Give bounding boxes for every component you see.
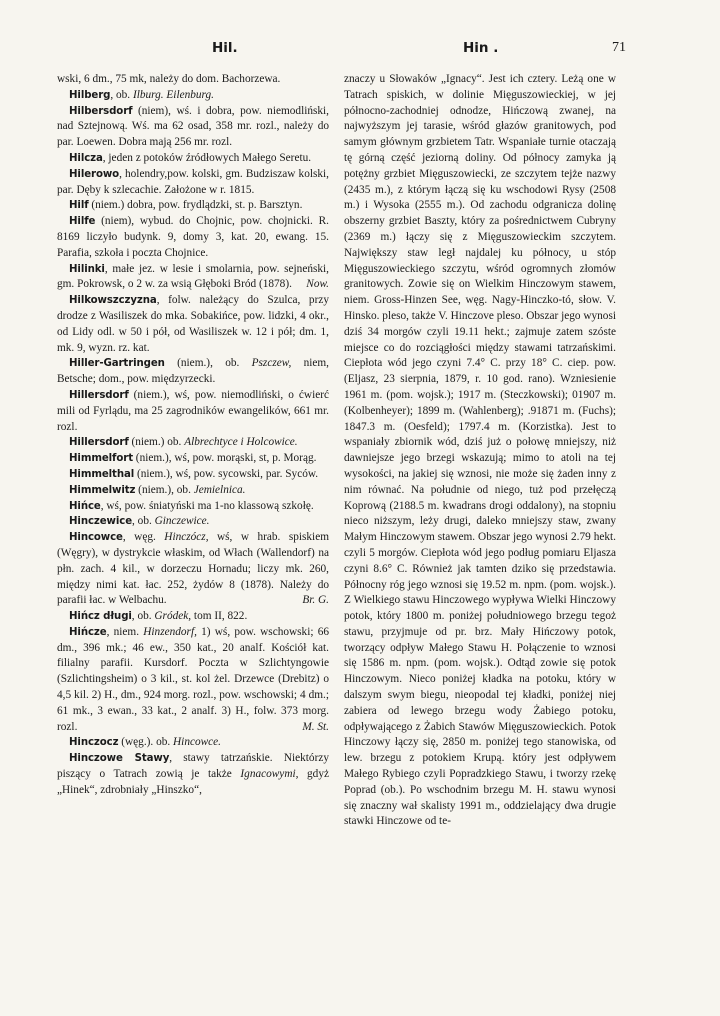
entry-text: (niem.), wś, pow. niemodliński, o ćwierć mili od Fyrlądu, ma 25 zagrodników ewangelików, 661 mr. rozl. [57, 388, 329, 433]
entry-text: wski, 6 dm., 75 mk, należy do dom. Bachorzewa. [57, 73, 281, 85]
entry-headword: Hinczowe Stawy [69, 753, 170, 765]
entry-headword: Himmelfort [69, 453, 133, 465]
entry-headword: Hilbersdorf [69, 105, 133, 117]
entry-reference: Ignacowymi, [240, 768, 299, 781]
entry-headword: Hilinki [69, 263, 105, 275]
dictionary-entry [57, 467, 329, 483]
entry-text: , ob. [132, 515, 155, 528]
entry-text: (niem.), wś, pow. morąski, st, p. Morąg. [132, 452, 317, 465]
entry-headword: Hillersdorf [69, 437, 129, 449]
entry-text: , małe jez. w lesie i smolarnia, pow. sejneński, gm. Pokrowsk, o 2 w. za wsią Głęboki Bród (1878). [57, 262, 329, 291]
dictionary-entry [57, 262, 329, 294]
entry-text-tail: wś, w hrab. spiskiem (Węgry), w dystrykcie właskim, od Włach (Wallendorf) na płn. zach. 4 kil., w dorzeczu Hornadu; liczy mk. 260, między nimi kat. łac. 252, żydów 8 (1878). Należy do parafii łac. w Welbachu. [57, 531, 329, 607]
entry-headword: Hiller-Gartringen [69, 358, 165, 370]
entry-text: (niem), wś. i dobra, pow. niemodliński, nad Sztejnową. Wś. ma 62 osad, 358 mr. rozl., należy do par. Loewen. Dobra mają 256 mr. rozl. [57, 104, 329, 149]
dictionary-entry [57, 104, 329, 151]
right-column [344, 72, 616, 830]
entry-text-tail: tom II, 822. [191, 610, 248, 623]
entry-reference: Ginczewice. [154, 515, 210, 528]
entry-reference: Pszczew, [251, 357, 292, 370]
dictionary-entry [57, 514, 329, 530]
entry-reference: Hincowce. [173, 736, 222, 749]
entry-headword: Hilerowo [69, 168, 120, 180]
entry-headword: Hilf [69, 200, 89, 212]
entry-headword: Hincowce [69, 532, 123, 544]
entry-headword: Himmelthal [69, 468, 135, 480]
entry-text: (niem.), wś, pow. sycowski, par. Syców. [134, 467, 319, 480]
entry-text: (niem), wybud. do Chojnic, pow. chojnicki. R. 8169 liczyło budynk. 9, domy 3, kat. 20, ewang. 15. Parafia, szkoła i poczta Chojnice. [57, 215, 329, 259]
entry-headword: Hinczocz [69, 737, 119, 749]
entry-text-tail: niem, Betsche; dom., pow. międzyrzecki. [57, 357, 329, 386]
entry-signature: Now. [306, 278, 329, 291]
entry-headword: Hillersdorf [69, 389, 129, 401]
entry-text: , wś, pow. śniatyński ma 1-no klassową szkołę. [100, 499, 314, 512]
entry-headword: Hilfe [69, 216, 96, 228]
entry-text: , ob. [110, 88, 133, 101]
entry-text: (węg.). ob. [118, 736, 174, 749]
entry-headword: Hińcze [69, 626, 107, 638]
page-number: 71 [612, 40, 626, 55]
dictionary-entry [57, 388, 329, 435]
entry-signature: Br. G. [302, 594, 329, 607]
dictionary-entry [57, 625, 329, 736]
entry-text: , niem. [106, 625, 144, 638]
entry-headword: Hilcza [69, 152, 103, 164]
dictionary-entry [57, 214, 329, 261]
entry-signature: M. St. [302, 720, 329, 733]
dictionary-entry [57, 167, 329, 199]
dictionary-entry [57, 530, 329, 609]
entry-headword: Hińce [69, 500, 101, 512]
entry-text: , ob. [131, 610, 155, 623]
entry-text: , folw. należący do Szulca, przy drodze z Wasiliszek do mka. Sobakińce, pow. lidzki, 4 okr., od Lidy odl. w 50 i pół, od Wasiliszek w. 12 i pół; dm. 1, mk. 9, wyzn. rz. kat. [57, 294, 329, 354]
entry-continuation-text: znaczy u Słowaków „Ignacy“. Jest ich cztery. Leżą one w Tatrach spiskich, w dolinie Mięguszowieckiej, w jej północno-zachodniej odnodze, Hińczową zwanej, na najwyższym jej tarasie, wśród głazów granitowych, pod samym głównym grzbietem Tatr. Wspaniałe turnie otaczają tę górną część jeziorną doliny. Od północy zamyka ją potężny grzbiet Mięguszowiecki, ze szczytem tejże nazwy (2435 m.), z którym łączą się ku wschodowi Rysy (2508 m.) i Wysoka (2555 m.). Od zachodu odgranicza dolinę obszerny grzbiet Baszty, który za pośrednictwem Cubryny (2369 m.) łączy się z Mięguszowieckim szczytem. Największy staw legł najdalej ku północy, u stóp Mięguszowieckiego szczytu, wśród ogromnych złomów granitowych. Zowie się on Wielkim Hinczowym stawem, niem. Gross-Hinzen See, węg. Nagy-Hinczko-tó, słow. V. Hinsko. pleso, także V. Hinczove pleso. Obszar jego wynosi dziś 34 morgów czyli 19.11 hekt.; zajmuje zatem szóste miejsce co do rozciągłości między stawami tatrzańskimi. Ciepłota wód jego czyni 7.4° C. przy 18° C. ciep. pow. (Eljasz, 23 sierpnia, 1879, r. 10 god. rano). Wzniesienie 1961 m. (pom. wojsk.); 1917 m. (Steczkowski); 01907 m. (Kolbenheyer); 1899 m. (Wahlenberg); .91871 m. (Fuchs); 1847.3 m. (Oesfeld); 1797.4 m. (Korzistka). Jest to wspaniały zbiornik wód, dziś już o połowę mniejszy, niż dawniejsze jego brzegi wskazują; mimo to atoli na tej wysokości, na jakiej się wznosi, nie może się żaden inny z nim równać. Na południe od niego, tuż pod przełęczą Koprową (2188.5 m. kwadrans drogi oddalony), na stopniu nieco niższym, leży drugi, daleko mniejszy staw, zwany Małym Hinczowym stawem. Obszar jego wynosi 2.79 hekt. czyli 5 morgów. Ciepłota wód jego podług pomiaru Eljasza czyni 8.6° C. Również jak tamten dziko się przedstawia. Północny róg jego wznosi się 19.52 m. npm. (pom. wojsk.). Z Wielkiego stawu Hinczowego wypływa Wielki Hinczowy potok, który 1800 m. poniżej południowego brzegu tegoż stawu, przyjmuje od pr. brz. Mały Hińczowy potok, tworzący odpływ Małego Stawu H. Połączenie to wznosi się 1586 m. npm. (pom. wojsk.). Odtąd zowie się potok Hinczowym. Nieco poniżej kładka na potoku, który w dalszym swym biegu, nieopodal tej kładki, poniżej niej zabiera od lewego brzegu wody Żabiego potoku, odpływającego z Żabich Stawów Mięguszowieckich. Potok Hinczowy łączy się, 2850 m. poniżej tego stanowiska, od lew. brzegu z potokiem Krupą. który jest odpływem Małego Rybiego czyli Popradzkiego Stawu, i tworzy rzekę Poprad (ob.). Po wschodnim brzegu M. H. stawu wynosi się znaczny wał skalisty 1991 m., oddzielający dwa drugie stawki Hinczowe od te- [344, 73, 616, 828]
dictionary-entry [57, 499, 329, 515]
dictionary-entry [57, 356, 329, 388]
dictionary-entry [57, 151, 329, 167]
dictionary-entry [57, 609, 329, 625]
dictionary-entry [57, 198, 329, 214]
entry-headword: Hilberg [69, 89, 111, 101]
entry-headword: Hinczewice [69, 516, 133, 528]
dictionary-entry [57, 751, 329, 798]
entry-text: , węg. [122, 531, 165, 544]
left-column [57, 72, 329, 799]
entry-text: , stawy tatrzańskie. Niektórzy piszący o Tatrach zowią je także [57, 752, 329, 781]
entry-headword: Hińcz długi [69, 611, 132, 623]
entry-text: (niem.), ob. [164, 357, 252, 370]
dictionary-entry [57, 483, 329, 499]
entry-text: , jeden z potoków źródłowych Małego Seretu. [102, 151, 312, 164]
entry-reference: Hinzendorf, [143, 625, 197, 638]
dictionary-entry [57, 293, 329, 356]
entry-reference: Albrechtyce i Holcowice. [184, 436, 298, 449]
running-header [0, 40, 720, 60]
entry-text-tail: 1) wś, pow. wschowski; 66 dm., 396 mk.; 46 ew., 350 kat., 20 analf. Kościół kat. filialny parafii. Kursdorf. Poczta w Szlichtyngowie (Szlichtingsheim) o 3 kil., st. kol żel. Drzewce (Drebitz) o 4,5 kil. 2) H., dm., 924 morg. rozl., pow. wschowski; 4 dm.; 61 mk., 3 ewan., 33 kat., 2 analf. 3) H., folw. 373 morg. rozl. [57, 625, 329, 733]
header-left: Hil. [212, 40, 238, 56]
header-right: Hin . [463, 40, 499, 56]
dictionary-entry [57, 451, 329, 467]
entry-text: (niem.), ob. [135, 483, 194, 496]
dictionary-entry [57, 72, 329, 88]
entry-headword: Hilkowszczyzna [69, 295, 157, 307]
entry-text-tail: gdyż „Hinek“, zdrobniały „Hinszko“, [57, 768, 329, 796]
entry-headword: Himmelwitz [69, 484, 136, 496]
entry-reference: Hinczócz, [164, 531, 209, 544]
dictionary-entry [57, 88, 329, 104]
dictionary-entry [57, 435, 329, 451]
entry-text: (niem.) ob. [128, 436, 185, 449]
entry-text: (niem.) dobra, pow. frydlądzki, st. p. Barsztyn. [88, 199, 303, 212]
entry-reference: Jemielnica. [193, 483, 246, 496]
entry-reference: Ilburg. Eilenburg. [132, 88, 214, 101]
entry-text: , holendry,pow. kolski, gm. Budziszaw kolski, par. Dęby k szlecachie. Założone w r. 1815. [57, 167, 329, 196]
dictionary-entry [57, 735, 329, 751]
entry-reference: Gródek, [154, 610, 192, 623]
